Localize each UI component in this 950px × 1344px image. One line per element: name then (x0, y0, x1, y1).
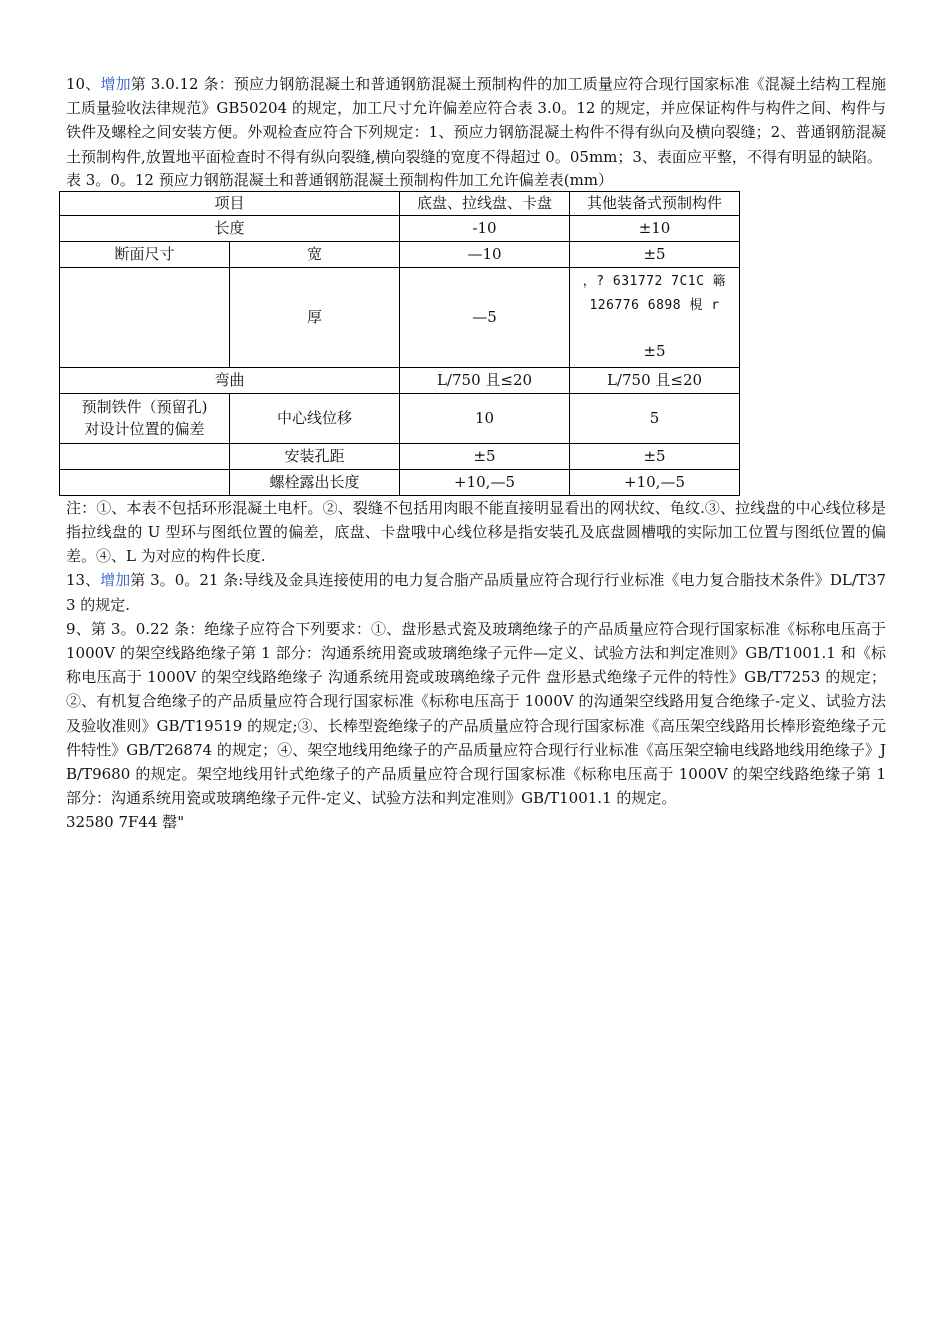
paragraph-10-text: 第 3.0.12 条：预应力钢筋混凝土和普通钢筋混凝土预制构件的加工质量应符合现行国家标准《混凝土结构工程施工质量验收法律规范》GB50204 的规定，加工尺寸允许偏差应符合表 3.0。12 的规定，并应保证构件与构件之间、构件与铁件及螺栓之间安装方便。外观检查应符合下列规定：1、预应力钢筋混凝土构件不得有纵向及横向裂缝；2、普通钢筋混凝土预制构件,放置地平面检查时不得有纵向裂缝,横向裂缝的宽度不得超过 0。05mm；3、表面应平整，不得有明显的缺陷。 (66, 75, 886, 166)
garbled-text-line-2: 126776 6898 梘 r (589, 297, 720, 313)
empty-cell (60, 469, 230, 495)
width-value-2: ±5 (570, 241, 740, 267)
empty-cell (60, 267, 230, 367)
width-value-1: —10 (400, 241, 570, 267)
table-row-bolt (60, 469, 740, 495)
bend-value-2: L/750 且≤20 (570, 367, 740, 393)
length-value-1: -10 (400, 215, 570, 241)
iron-label-line-2: 对设计位置的偏差 (84, 420, 205, 439)
thickness-value-1: —5 (400, 267, 570, 367)
hole-value-1: ±5 (400, 443, 570, 469)
empty-cell (60, 443, 230, 469)
added-link[interactable]: 增加 (100, 571, 131, 590)
paragraph-13-text: 第 3。0。21 条:导线及金具连接使用的电力复合脂产品质量应符合现行行业标准《电力复合脂技术条件》DL/T373 的规定. (66, 571, 886, 614)
header-col1: 底盘、拉线盘、卡盘 (400, 191, 570, 215)
paragraph-13 (66, 568, 886, 616)
table-row-hole (60, 443, 740, 469)
thickness-value-2: ±5 (643, 341, 666, 360)
table-header-row (60, 191, 740, 215)
header-item: 项目 (60, 191, 400, 215)
thickness-value-2-cell (570, 267, 740, 367)
table-row-width (60, 241, 740, 267)
bend-label: 弯曲 (60, 367, 400, 393)
paragraph-13-number: 13、 (66, 571, 101, 590)
garbled-text-line-1: ，? 631772 7C1C 簵 (582, 273, 727, 289)
paragraph-10 (66, 72, 886, 169)
table-row-bend (60, 367, 740, 393)
bolt-value-1: +10,—5 (400, 469, 570, 495)
hole-value-2: ±5 (570, 443, 740, 469)
spacer (572, 318, 737, 340)
tolerance-table (59, 191, 740, 496)
table-note: 注：①、本表不包括环形混凝土电杆。②、裂缝不包括用肉眼不能直接明显看出的网状纹、龟纹.③、拉线盘的中心线位移是指拉线盘的 U 型环与图纸位置的偏差，底盘、卡盘哦中心线位移是指安装孔及底盘圆槽哦的实际加工位置与图纸位置的偏差。④、L 为对应的构件长度. (66, 498, 886, 566)
length-label: 长度 (60, 215, 400, 241)
section-label: 断面尺寸 (60, 241, 230, 267)
width-label: 宽 (230, 241, 400, 267)
thickness-label: 厚 (230, 267, 400, 367)
table-row-thickness (60, 267, 740, 367)
document-page (66, 72, 886, 834)
header-col2: 其他装备式预制构件 (570, 191, 740, 215)
center-label: 中心线位移 (230, 393, 400, 443)
length-value-2: ±10 (570, 215, 740, 241)
bend-value-1: L/750 且≤20 (400, 367, 570, 393)
garbled-footer-text: 32580 7F44 罄" (66, 813, 185, 832)
bolt-label: 螺栓露出长度 (230, 469, 400, 495)
center-value-2: 5 (570, 393, 740, 443)
table-row-length (60, 215, 740, 241)
iron-label-line-1: 预制铁件（预留孔) (81, 398, 208, 417)
table-row-center (60, 393, 740, 443)
paragraph-9: 9、第 3。0.22 条：绝缘子应符合下列要求：①、盘形悬式瓷及玻璃绝缘子的产品质量应符合现行国家标准《标称电压高于 1000V 的架空线路绝缘子第 1 部分：沟通系统用瓷或玻璃绝缘子元件—定义、试验方法和判定准则》GB/T1001.1 和《标称电压高于 1000V 的架空线路绝缘子 沟通系统用瓷或玻璃绝缘子元件 盘形悬式绝缘子元件的特性》GB/T7253 的规定；②、有机复合绝缘子的产品质量应符合现行国家标准《标称电压高于 1000V 的沟通架空线路用复合绝缘子-定义、试验方法及验收准则》GB/T19519 的规定;③、长棒型瓷绝缘子的产品质量应符合现行国家标准《高压架空线路用长棒形瓷绝缘子元件特性》GB/T26874 的规定；④、架空地线用绝缘子的产品质量应符合现行行业标准《高压架空输电线路地线用绝缘子》JB/T9680 的规定。架空地线用针式绝缘子的产品质量应符合现行国家标准《标称电压高于 1000V 的架空线路绝缘子第 1 部分：沟通系统用瓷或玻璃绝缘子元件-定义、试验方法和判定准则》GB/T1001.1 的规定。 (66, 619, 886, 808)
hole-label: 安装孔距 (230, 443, 400, 469)
table-caption: 表 3。0。12 预应力钢筋混凝土和普通钢筋混凝土预制构件加工允许偏差表(mm） (66, 170, 614, 189)
center-value-1: 10 (400, 393, 570, 443)
iron-label-cell (60, 393, 230, 443)
paragraph-10-number: 10、 (66, 75, 101, 93)
added-link[interactable]: 增加 (100, 75, 131, 93)
bolt-value-2: +10,—5 (570, 469, 740, 495)
